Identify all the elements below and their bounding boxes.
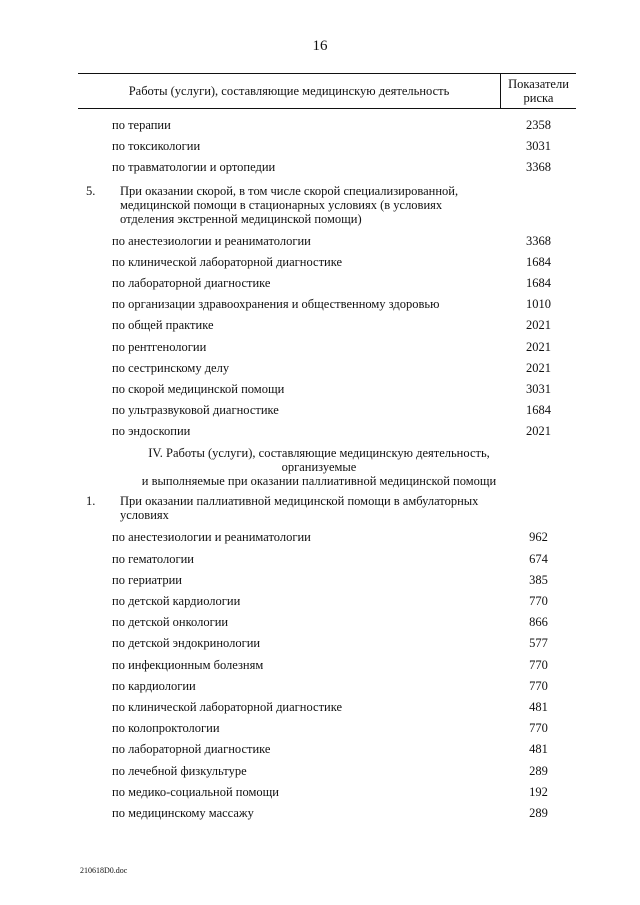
group-row	[78, 492, 576, 530]
group-number: 5.	[86, 183, 96, 198]
table-row	[78, 700, 576, 721]
group-number: 1.	[86, 494, 96, 509]
table-row	[78, 318, 576, 339]
row-label: по гематологии	[112, 551, 195, 566]
section-heading-line: и выполняемые при оказании паллиативной медицинской помощи	[141, 474, 497, 489]
row-value: 481	[529, 699, 548, 714]
group-label-line: При оказании паллиативной медицинской помощи в амбулаторных	[120, 494, 479, 509]
row-value: 289	[529, 763, 548, 778]
table-row	[78, 742, 576, 763]
row-label: по токсикологии	[112, 139, 201, 154]
header-risk-column	[500, 74, 576, 108]
row-label: по эндоскопии	[112, 424, 191, 439]
row-label: по скорой медицинской помощи	[112, 381, 285, 396]
row-label: по гериатрии	[112, 572, 182, 587]
group-label-line: отделения экстренной медицинской помощи)	[120, 211, 362, 226]
row-value: 3368	[526, 160, 551, 175]
row-value: 1684	[526, 254, 551, 269]
row-label: по рентгенологии	[112, 339, 207, 354]
risk-indicators-table	[78, 73, 576, 827]
table-row	[78, 615, 576, 636]
row-label: по детской эндокринологии	[112, 636, 261, 651]
row-value: 3368	[526, 233, 551, 248]
table-row	[78, 382, 576, 403]
row-value: 770	[529, 657, 548, 672]
row-label: по ультразвуковой диагностике	[112, 403, 279, 418]
table-row	[78, 658, 576, 679]
row-label: по анестезиологии и реаниматологии	[112, 530, 311, 545]
row-label: по детской кардиологии	[112, 594, 241, 608]
row-value: 577	[529, 636, 548, 651]
row-value: 770	[529, 594, 548, 608]
section-heading	[78, 445, 576, 492]
page-number: 16	[312, 38, 328, 54]
row-value: 481	[529, 742, 548, 757]
row-value: 770	[529, 721, 548, 736]
table-row	[78, 118, 576, 139]
row-label: по лабораторной диагностике	[112, 275, 271, 290]
row-label: по медицинскому массажу	[112, 805, 254, 820]
row-label: по травматологии и ортопедии	[112, 160, 276, 175]
group-label-line: медицинской помощи в стационарных условиях (в условиях	[120, 197, 443, 212]
document-filename: 210618D0.doc	[80, 866, 128, 875]
row-label: по клинической лабораторной диагностике	[112, 254, 343, 269]
row-value: 192	[529, 784, 548, 799]
group-label-line: При оказании скорой, в том числе скорой специализированной,	[120, 183, 459, 198]
row-value: 2358	[526, 118, 551, 132]
header-risk-line1: Показатели	[508, 77, 569, 91]
table-row	[78, 361, 576, 382]
table-row	[78, 255, 576, 276]
row-value: 385	[529, 572, 548, 587]
table-row	[78, 679, 576, 700]
table-row	[78, 806, 576, 827]
row-label: по анестезиологии и реаниматологии	[112, 233, 311, 248]
group-label	[120, 184, 576, 226]
row-label: по лечебной физкультуре	[112, 763, 247, 778]
table-row	[78, 721, 576, 742]
row-value: 1010	[526, 297, 551, 312]
row-value: 3031	[526, 139, 551, 154]
table-row	[78, 234, 576, 255]
row-label: по кардиологии	[112, 678, 196, 693]
row-label: по общей практике	[112, 318, 214, 333]
table-row	[78, 160, 576, 181]
header-risk-line2: риска	[523, 91, 554, 105]
section-heading-line: IV. Работы (услуги), составляющие медицинскую деятельность, организуемые	[148, 446, 490, 475]
table-header	[78, 73, 576, 109]
table-row	[78, 139, 576, 160]
row-label: по колопроктологии	[112, 721, 220, 736]
table-row	[78, 403, 576, 424]
table-row	[78, 297, 576, 318]
group-label-line: условиях	[120, 508, 169, 523]
table-row	[78, 340, 576, 361]
row-label: по клинической лабораторной диагностике	[112, 699, 343, 714]
row-label: по лабораторной диагностике	[112, 742, 271, 757]
row-label: по инфекционным болезням	[112, 657, 264, 672]
table-row	[78, 552, 576, 573]
table-row	[78, 764, 576, 785]
table-body	[78, 109, 576, 827]
row-value: 2021	[526, 424, 551, 439]
row-label: по сестринскому делу	[112, 360, 230, 375]
row-value: 866	[529, 615, 548, 630]
table-row	[78, 573, 576, 594]
table-row	[78, 276, 576, 297]
header-works-column: Работы (услуги), составляющие медицинскую деятельность	[128, 83, 450, 98]
group-row	[78, 182, 576, 234]
row-value: 1684	[526, 275, 551, 290]
row-value: 3031	[526, 381, 551, 396]
row-value: 2021	[526, 339, 551, 354]
row-value: 289	[529, 805, 548, 820]
table-row	[78, 594, 576, 615]
row-value: 674	[529, 551, 548, 566]
table-row	[78, 530, 576, 551]
table-row	[78, 636, 576, 657]
row-label: по детской онкологии	[112, 615, 229, 630]
row-value: 770	[529, 678, 548, 693]
row-label: по терапии	[112, 118, 171, 132]
row-value: 962	[529, 530, 548, 545]
row-value: 1684	[526, 403, 551, 418]
table-row	[78, 785, 576, 806]
table-row	[78, 424, 576, 445]
group-label	[120, 494, 576, 522]
row-label: по организации здравоохранения и общественному здоровью	[112, 297, 440, 312]
row-value: 2021	[526, 318, 551, 333]
row-value: 2021	[526, 360, 551, 375]
row-label: по медико-социальной помощи	[112, 784, 279, 799]
